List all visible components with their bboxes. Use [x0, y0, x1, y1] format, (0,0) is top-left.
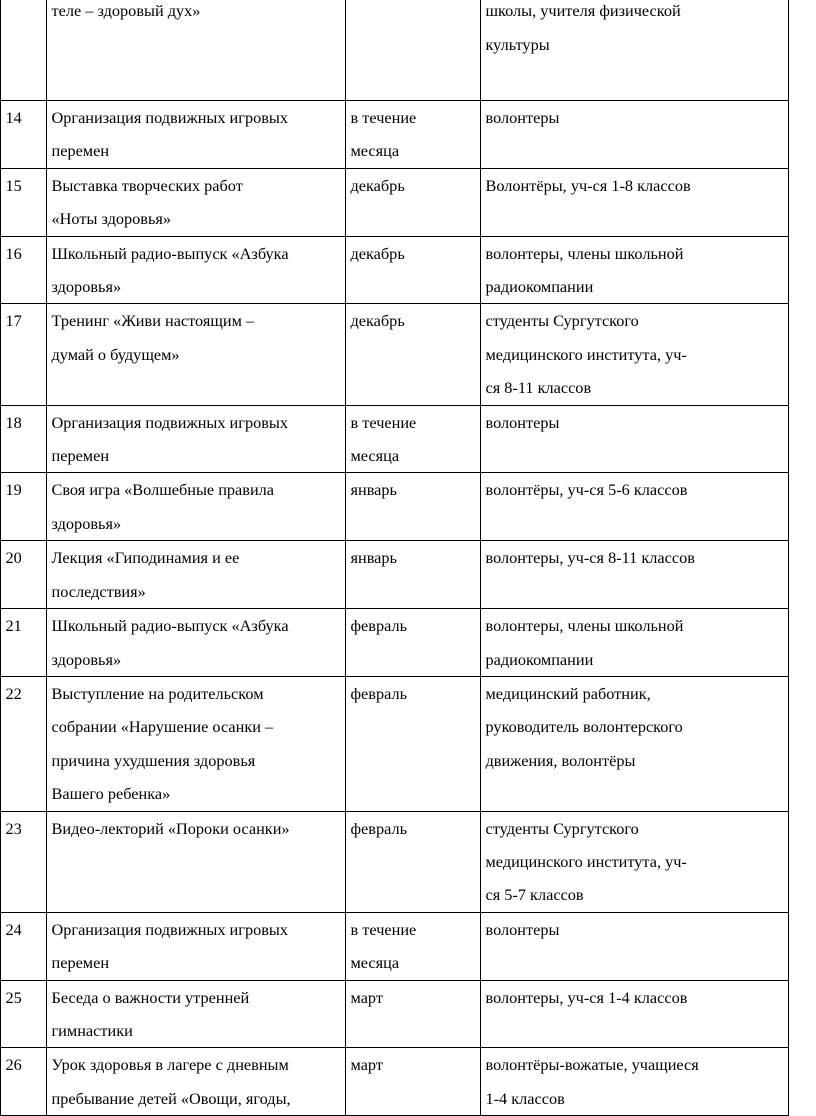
participants-text: волонтеры [485, 919, 560, 939]
row-number-cell [0, 473, 46, 541]
date-text: февраль [350, 683, 408, 703]
participants-text: волонтеры, члены школьной радиокомпании [485, 616, 684, 669]
date-text: декабрь [350, 311, 405, 331]
row-number-text: 18 [5, 412, 22, 432]
event-cell [46, 980, 345, 1048]
participants-cell [480, 1048, 788, 1116]
date-text: декабрь [350, 175, 405, 195]
event-cell [46, 912, 345, 980]
event-cell [46, 0, 345, 101]
row-number-cell [0, 1048, 46, 1116]
event-cell [46, 541, 345, 609]
row-number-text: 24 [5, 919, 22, 939]
participants-cell [480, 304, 788, 405]
date-cell [345, 101, 480, 169]
date-cell [345, 473, 480, 541]
date-cell [345, 405, 480, 473]
row-number-text: 23 [5, 818, 22, 838]
event-cell [46, 101, 345, 169]
table-row [0, 912, 788, 980]
participants-text: студенты Сургутского медицинского института, уч- ся 8-11 классов [485, 311, 687, 398]
event-text: Организация подвижных игровых перемен [51, 919, 288, 973]
row-number-text: 15 [5, 175, 22, 195]
date-text: март [350, 1055, 383, 1075]
event-text: Школьный радио-выпуск «Азбука здоровья» [51, 616, 289, 669]
participants-cell [480, 980, 788, 1048]
row-number-cell [0, 676, 46, 811]
row-number-cell [0, 980, 46, 1048]
event-cell [46, 609, 345, 677]
table-row [0, 168, 788, 236]
date-text: в течение месяца [350, 919, 417, 973]
table-row [0, 304, 788, 405]
date-text: март [350, 987, 383, 1007]
participants-cell [480, 236, 788, 304]
event-cell [46, 405, 345, 473]
table-row [0, 405, 788, 473]
row-number-cell [0, 405, 46, 473]
row-number-text: 25 [5, 987, 22, 1007]
event-text: Выступление на родительском собрании «Нарушение осанки – причина ухудшения здоровья Вашего ребенка» [51, 683, 274, 804]
event-text: теле – здоровый дух» [51, 1, 201, 21]
table-row [0, 811, 788, 912]
participants-cell [480, 609, 788, 677]
row-number-cell [0, 168, 46, 236]
table-row [0, 101, 788, 169]
participants-cell [480, 168, 788, 236]
participants-text: волонтёры, уч-ся 5-6 классов [485, 480, 688, 500]
date-cell [345, 676, 480, 811]
participants-text: медицинский работник, руководитель волонтерского движения, волонтёры [485, 683, 683, 770]
row-number-cell [0, 101, 46, 169]
event-text: Беседа о важности утренней гимнастики [51, 987, 250, 1040]
event-text: Своя игра «Волшебные правила здоровья» [51, 480, 275, 533]
row-number-text: 21 [5, 616, 22, 636]
date-text: в течение месяца [350, 108, 417, 161]
participants-text: студенты Сургутского медицинского института, уч- ся 5-7 классов [485, 818, 687, 905]
row-number-text: 26 [5, 1055, 22, 1075]
row-number-text: 14 [5, 108, 22, 127]
participants-text: волонтеры [485, 108, 560, 127]
event-text: Лекция «Гиподинамия и ее последствия» [51, 548, 240, 601]
event-cell [46, 811, 345, 912]
date-cell [345, 912, 480, 980]
event-cell [46, 168, 345, 236]
date-cell [345, 541, 480, 609]
table-row [0, 541, 788, 609]
date-text: февраль [350, 616, 408, 636]
table-row [0, 473, 788, 541]
participants-text: волонтёры-вожатые, учащиеся 1-4 классов [485, 1055, 699, 1108]
participants-text: волонтеры, уч-ся 1-4 классов [485, 987, 688, 1007]
row-number-cell [0, 236, 46, 304]
event-cell [46, 236, 345, 304]
participants-cell [480, 811, 788, 912]
participants-text: Волонтёры, уч-ся 1-8 классов [485, 175, 691, 195]
date-text: декабрь [350, 243, 405, 263]
participants-cell [480, 101, 788, 169]
participants-cell [480, 912, 788, 980]
date-cell [345, 609, 480, 677]
event-cell [46, 1048, 345, 1116]
participants-text: волонтеры, члены школьной радиокомпании [485, 243, 684, 297]
event-text: Организация подвижных игровых перемен [51, 412, 288, 466]
event-text: Урок здоровья в лагере с дневным пребывание детей «Овощи, ягоды, [51, 1055, 291, 1108]
row-number-cell [0, 541, 46, 609]
date-cell [345, 980, 480, 1048]
participants-cell [480, 676, 788, 811]
participants-text: волонтеры, уч-ся 8-11 классов [485, 548, 695, 568]
table-row [0, 676, 788, 811]
row-number-cell [0, 609, 46, 677]
event-text: Видео-лекторий «Пороки осанки» [51, 818, 290, 838]
row-number-cell [0, 304, 46, 405]
table-row [0, 1048, 788, 1116]
table-row [0, 236, 788, 304]
row-number-cell [0, 811, 46, 912]
event-text: Тренинг «Живи настоящим – думай о будущем» [51, 311, 255, 364]
event-cell [46, 304, 345, 405]
date-cell [345, 0, 480, 101]
row-number-cell [0, 912, 46, 980]
event-text: Выставка творческих работ «Ноты здоровья» [51, 175, 243, 229]
date-text: февраль [350, 818, 408, 838]
row-number-text: 19 [5, 480, 22, 500]
event-text: Школьный радио-выпуск «Азбука здоровья» [51, 243, 289, 297]
participants-cell [480, 0, 788, 101]
date-text: январь [350, 480, 397, 500]
participants-text: школы, учителя физической культуры [485, 1, 681, 54]
participants-text: волонтеры [485, 412, 560, 432]
row-number-text: 16 [5, 243, 22, 263]
participants-cell [480, 541, 788, 609]
table-row [0, 609, 788, 677]
date-cell [345, 168, 480, 236]
date-cell [345, 811, 480, 912]
row-number-text: 17 [5, 311, 22, 331]
table-row [0, 980, 788, 1048]
date-cell [345, 236, 480, 304]
participants-cell [480, 405, 788, 473]
event-cell [46, 473, 345, 541]
date-cell [345, 1048, 480, 1116]
table-row [0, 0, 788, 101]
event-text: Организация подвижных игровых перемен [51, 108, 288, 161]
date-cell [345, 304, 480, 405]
row-number-text: 20 [5, 548, 22, 568]
row-number-cell [0, 0, 46, 101]
event-cell [46, 676, 345, 811]
row-number-text: 22 [5, 683, 22, 703]
date-text: январь [350, 548, 397, 568]
participants-cell [480, 473, 788, 541]
date-text: в течение месяца [350, 412, 417, 466]
